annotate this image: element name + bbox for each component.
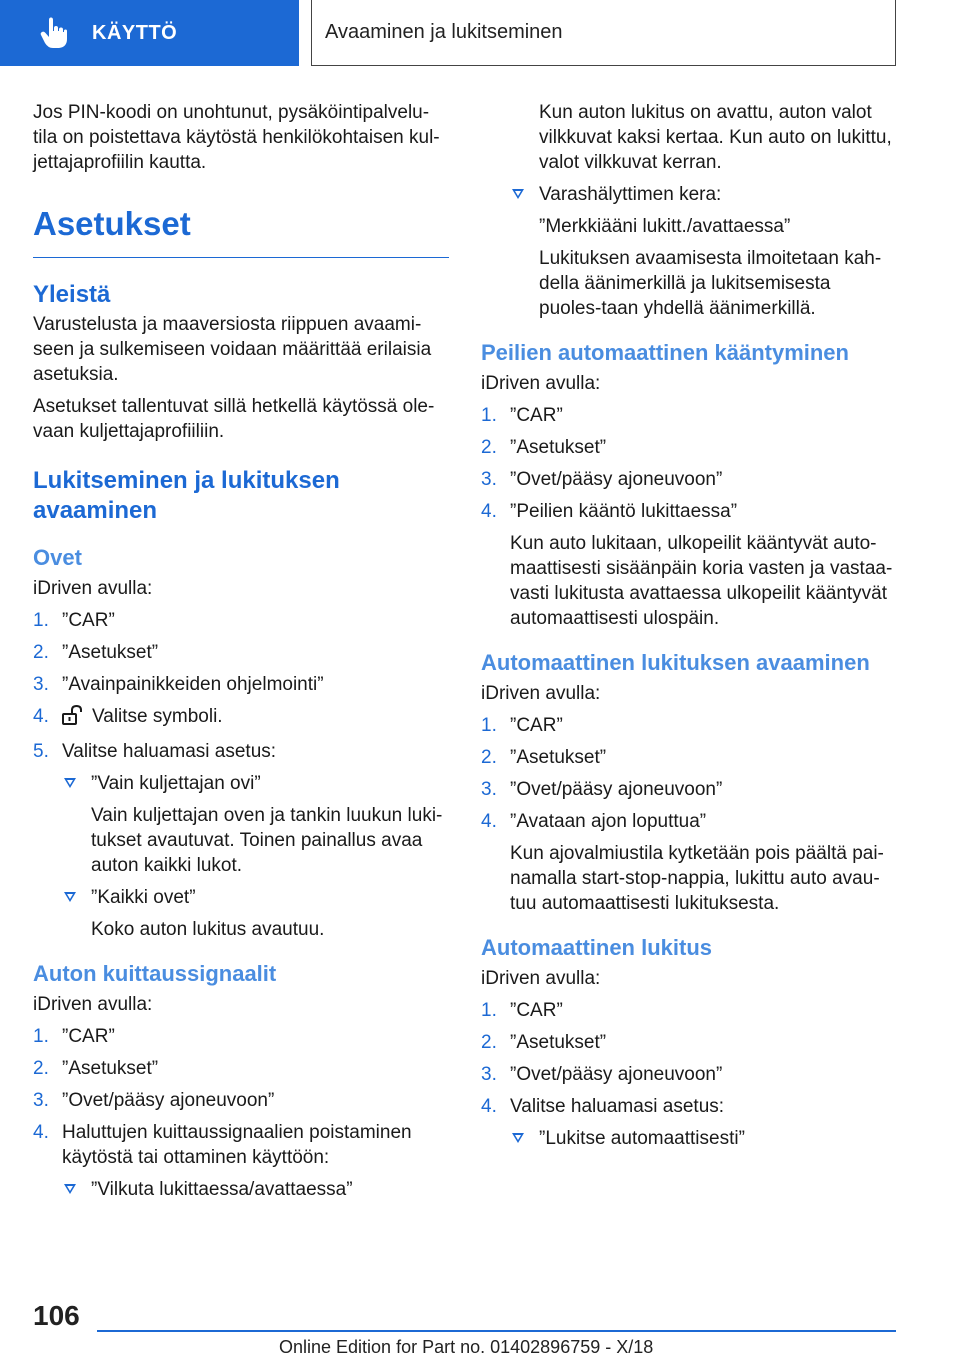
step-number: 2. xyxy=(481,1032,497,1053)
general-paragraph-1: Varustelusta ja maaversiosta riippuen avaami-seen ja sulkemiseen voidaan määrittää erilaisia asetuksia. xyxy=(33,314,432,385)
triangle-bullet-icon xyxy=(64,778,76,788)
doors-intro: iDriven avulla: xyxy=(33,578,153,599)
list-item xyxy=(33,1120,449,1202)
step-text: ”CAR” xyxy=(510,405,563,426)
step-note: Kun ajovalmiustila kytketään pois päältä pai-namalla start-stop-nappia, lukittu auto avau-tuu automaattisesti lukituksesta. xyxy=(510,843,884,914)
option-item xyxy=(510,182,897,321)
step-number: 2. xyxy=(33,1058,49,1079)
list-item xyxy=(481,998,897,1023)
list-item xyxy=(33,1056,449,1081)
step-text: ”Asetukset” xyxy=(62,642,159,663)
list-item xyxy=(481,713,897,738)
step-text: ”Asetukset” xyxy=(510,1032,607,1053)
list-item xyxy=(481,809,897,916)
heading-locking: Lukitseminen ja lukituksen avaaminen xyxy=(33,467,340,524)
list-item xyxy=(481,1030,897,1055)
signals-continuation xyxy=(481,100,897,175)
step-number: 2. xyxy=(33,642,49,663)
section-title-box xyxy=(311,0,896,66)
heading-auto-lock: Automaattinen lukitus xyxy=(481,935,713,960)
step-number: 1. xyxy=(33,1026,49,1047)
option-line: ”Merkkiääni lukitt./avattaessa” xyxy=(539,216,791,237)
step-text: ”CAR” xyxy=(62,610,115,631)
step-number: 1. xyxy=(481,1000,497,1021)
step-number: 4. xyxy=(481,501,497,522)
heading-doors: Ovet xyxy=(33,545,82,570)
list-item xyxy=(33,640,449,665)
mirrors-steps xyxy=(481,403,897,631)
step-number: 4. xyxy=(481,811,497,832)
chapter-label: KÄYTTÖ xyxy=(92,21,178,44)
triangle-bullet-icon xyxy=(512,189,524,199)
right-column xyxy=(481,100,897,1158)
option-note: Vain kuljettajan oven ja tankin luukun luki-tukset avautuvat. Toinen painallus avaa auton kaikki lukot. xyxy=(91,805,443,876)
signals-intro: iDriven avulla: xyxy=(33,994,153,1015)
option-note: Lukituksen avaamisesta ilmoitetaan kah-della äänimerkillä ja lukitsemisesta puoles-taan yhdellä äänimerkillä. xyxy=(539,248,882,319)
list-item xyxy=(33,704,449,732)
list-item xyxy=(481,1062,897,1087)
option-text: ”Kaikki ovet” xyxy=(91,887,196,908)
mirrors-intro: iDriven avulla: xyxy=(481,373,601,394)
option-item xyxy=(62,885,449,942)
list-item xyxy=(481,467,897,492)
unlock-icon xyxy=(62,705,84,732)
step-number: 4. xyxy=(481,1096,497,1117)
footer-divider xyxy=(97,1330,896,1332)
autolock-intro: iDriven avulla: xyxy=(481,968,601,989)
step-number: 1. xyxy=(33,610,49,631)
signals-options-continued xyxy=(510,182,897,321)
step-number: 1. xyxy=(481,715,497,736)
option-item xyxy=(62,771,449,878)
edition-text: Online Edition for Part no. 01402896759 - X/18 xyxy=(279,1337,654,1357)
signals-steps xyxy=(33,1024,449,1202)
heading-signals: Auton kuittaussignaalit xyxy=(33,961,277,986)
signals-options xyxy=(62,1177,449,1202)
option-item xyxy=(62,1177,449,1202)
step-text: ”Ovet/pääsy ajoneuvoon” xyxy=(510,469,723,490)
step-number: 3. xyxy=(33,674,49,695)
step-number: 2. xyxy=(481,747,497,768)
option-note: Kun auton lukitus on avattu, auton valot vilkkuvat kaksi kertaa. Kun auto on lukittu, valot vilkkuvat kerran. xyxy=(539,102,892,173)
step-text: ”Avainpainikkeiden ohjelmointi” xyxy=(62,674,324,695)
step-text: ”Asetukset” xyxy=(510,437,607,458)
general-paragraph-2: Asetukset tallentuvat sillä hetkellä käytössä ole-vaan kuljettajaprofiiliin. xyxy=(33,396,435,442)
triangle-bullet-icon xyxy=(64,892,76,902)
option-text: ”Vain kuljettajan ovi” xyxy=(91,773,261,794)
list-item xyxy=(481,777,897,802)
list-item xyxy=(481,403,897,428)
intro-paragraph: Jos PIN-koodi on unohtunut, pysäköintipalvelu-tila on poistettava käytöstä henkilökohtaisen kul-jettajaprofiilin kautta. xyxy=(33,102,440,173)
step-number: 3. xyxy=(481,779,497,800)
option-text: ”Vilkuta lukittaessa/avattaessa” xyxy=(91,1179,353,1200)
page-header xyxy=(0,0,960,66)
doors-options xyxy=(62,771,449,942)
option-text: ”Lukitse automaattisesti” xyxy=(539,1128,745,1149)
step-text: Valitse haluamasi asetus: xyxy=(510,1096,725,1117)
option-item xyxy=(510,1126,897,1151)
list-item xyxy=(33,608,449,633)
step-text: ”Asetukset” xyxy=(62,1058,159,1079)
step-text: ”CAR” xyxy=(510,1000,563,1021)
step-note: Kun auto lukitaan, ulkopeilit kääntyvät auto-maattisesti sisäänpäin koria vasten ja vastaa-vasti lukitusta avattaessa ulkopeilit kääntyvät automaattisesti ulospäin. xyxy=(510,533,893,629)
hand-pointer-icon xyxy=(34,13,74,53)
step-text: ”Ovet/pääsy ajoneuvoon” xyxy=(62,1090,275,1111)
heading-mirrors: Peilien automaattinen kääntyminen xyxy=(481,340,849,365)
step-text: Haluttujen kuittaussignaalien poistaminen käytöstä tai ottaminen käyttöön: xyxy=(62,1122,412,1168)
triangle-bullet-icon xyxy=(64,1184,76,1194)
list-item xyxy=(33,739,449,942)
step-number: 4. xyxy=(33,706,49,727)
option-note: Koko auton lukitus avautuu. xyxy=(91,919,325,940)
heading-auto-unlock: Automaattinen lukituksen avaaminen xyxy=(481,650,870,675)
option-text: Varashälyttimen kera: xyxy=(539,184,722,205)
section-title: Avaaminen ja lukitseminen xyxy=(325,21,563,43)
autolock-steps xyxy=(481,998,897,1151)
heading-settings: Asetukset xyxy=(33,203,449,258)
step-number: 3. xyxy=(33,1090,49,1111)
step-text: ”CAR” xyxy=(62,1026,115,1047)
list-item xyxy=(33,1088,449,1113)
page-number: 106 xyxy=(33,1300,80,1331)
list-item xyxy=(481,499,897,631)
list-item xyxy=(481,435,897,460)
step-text: ”Ovet/pääsy ajoneuvoon” xyxy=(510,779,723,800)
triangle-bullet-icon xyxy=(512,1133,524,1143)
autounlock-steps xyxy=(481,713,897,916)
list-item xyxy=(481,745,897,770)
step-number: 3. xyxy=(481,469,497,490)
list-item xyxy=(481,1094,897,1151)
step-number: 4. xyxy=(33,1122,49,1143)
left-column xyxy=(33,100,449,1209)
step-text: ”Avataan ajon loputtua” xyxy=(510,811,707,832)
step-text: ”Asetukset” xyxy=(510,747,607,768)
chapter-tab[interactable] xyxy=(0,0,299,66)
list-item xyxy=(33,672,449,697)
step-text: ”Ovet/pääsy ajoneuvoon” xyxy=(510,1064,723,1085)
step-text: Valitse haluamasi asetus: xyxy=(62,741,277,762)
list-item xyxy=(33,1024,449,1049)
step-text: Valitse symboli. xyxy=(92,706,223,727)
step-number: 2. xyxy=(481,437,497,458)
step-number: 3. xyxy=(481,1064,497,1085)
step-number: 1. xyxy=(481,405,497,426)
doors-steps xyxy=(33,608,449,942)
autounlock-intro: iDriven avulla: xyxy=(481,683,601,704)
step-text: ”Peilien kääntö lukittaessa” xyxy=(510,501,738,522)
step-text: ”CAR” xyxy=(510,715,563,736)
autolock-options xyxy=(510,1126,897,1151)
heading-general: Yleistä xyxy=(33,281,111,308)
step-number: 5. xyxy=(33,741,49,762)
